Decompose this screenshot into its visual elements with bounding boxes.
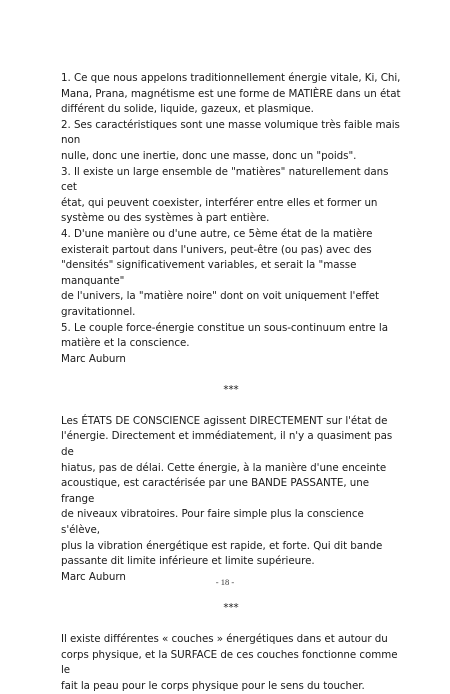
text-line: Les ÉTATS DE CONSCIENCE agissent DIRECTEMENT sur l'état de bbox=[61, 414, 388, 427]
text-line: matière et la conscience. bbox=[61, 337, 190, 350]
text-line: acoustique, est caractérisée par une BANDE PASSANTE, une frange bbox=[61, 477, 370, 505]
text-line: 1. Ce que nous appelons traditionnellement énergie vitale, Ki, Chi, bbox=[61, 72, 401, 84]
author-signature: Marc Auburn bbox=[61, 570, 126, 583]
text-line: plus la vibration énergétique est rapide, et forte. Qui dit bande bbox=[61, 539, 383, 552]
text-line: Mana, Prana, magnétisme est une forme de MATIÈRE dans un état bbox=[61, 87, 401, 100]
text-line: l'énergie. Directement et immédiatement, il n'y a quasiment pas de bbox=[61, 430, 393, 459]
paragraph-block-3 bbox=[61, 632, 401, 694]
text-line: différent du solide, liquide, gazeux, et plasmique. bbox=[61, 103, 314, 116]
text-line: 4. D'une manière ou d'une autre, ce 5ème état de la matière bbox=[61, 227, 373, 240]
text-line: fait la peau pour le corps physique pour le sens du toucher. bbox=[61, 679, 365, 692]
page-body bbox=[61, 71, 401, 694]
text-line: 2. Ses caractéristiques sont une masse volumique très faible mais non bbox=[61, 118, 400, 147]
text-line: hiatus, pas de délai. Cette énergie, à la manière d'une enceinte bbox=[61, 461, 387, 474]
paragraph-block-1 bbox=[61, 71, 401, 367]
page-number: - 18 - bbox=[215, 577, 235, 587]
text-line: existerait partout dans l'univers, peut-être (ou pas) avec des bbox=[61, 243, 372, 256]
text-line: gravitationnel. bbox=[61, 305, 136, 318]
text-line: de l'univers, la "matière noire" dont on voit uniquement l'effet bbox=[61, 290, 380, 303]
text-line: 3. Il existe un large ensemble de "matières" naturellement dans cet bbox=[61, 165, 389, 194]
section-separator: *** bbox=[223, 384, 239, 397]
text-line: "densités" significativement variables, et serait la "masse manquante" bbox=[61, 259, 357, 287]
text-line: Il existe différentes « couches » énergétiques dans et autour du bbox=[61, 633, 388, 645]
section-separator: *** bbox=[223, 602, 239, 615]
text-line: système ou des systèmes à part entière. bbox=[61, 212, 270, 225]
paragraph-block-2 bbox=[61, 414, 401, 586]
text-line: de niveaux vibratoires. Pour faire simple plus la conscience s'élève, bbox=[61, 508, 364, 537]
text-line: nulle, donc une inertie, donc une masse, donc un "poids". bbox=[61, 149, 357, 162]
text-line: 5. Le couple force-énergie constitue un sous-continuum entre la bbox=[61, 321, 388, 334]
text-line: passante dit limite inférieure et limite supérieure. bbox=[61, 555, 315, 568]
author-signature: Marc Auburn bbox=[61, 352, 126, 365]
text-line: corps physique, et la SURFACE de ces couches fonctionne comme le bbox=[61, 648, 398, 677]
text-line: état, qui peuvent coexister, interférer entre elles et former un bbox=[61, 196, 378, 209]
